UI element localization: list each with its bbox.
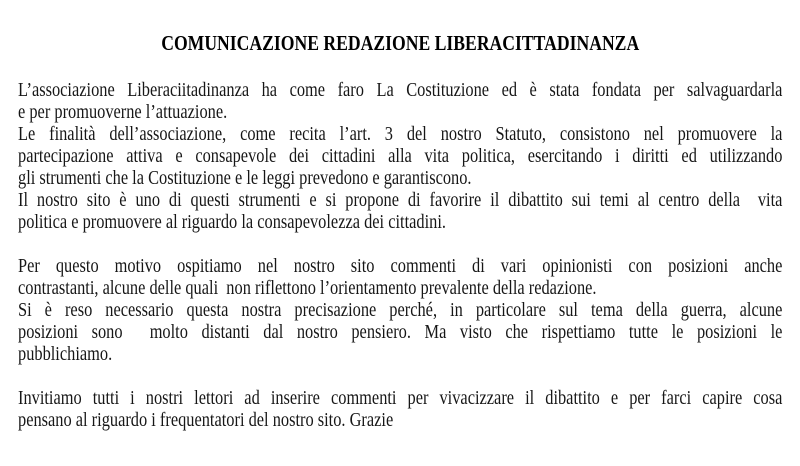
blank-line	[18, 234, 782, 256]
document-content	[18, 32, 782, 432]
text-line: Le finalità dell’associazione, come recita l’art. 3 del nostro Statuto, consistono nel promuovere la	[18, 124, 783, 145]
text-line: e per promuoverne l’attuazione.	[18, 102, 228, 123]
text-line: Il nostro sito è uno di questi strumenti e si propone di favorire il dibattito sui temi al centro della vita	[18, 190, 783, 211]
text-line: L’associazione Liberaciitadinanza ha come faro La Costituzione ed è stata fondata per salvaguardarla	[18, 80, 783, 101]
text-line: Invitiamo tutti i nostri lettori ad inserire commenti per vivacizzare il dibattito e per farci capire cosa	[18, 388, 783, 409]
text-line: Per questo motivo ospitiamo nel nostro sito commenti di vari opinionisti con posizioni anche	[18, 256, 783, 277]
text-line: Si è reso necessario questa nostra precisazione perché, in particolare sul tema della guerra, alcune	[18, 300, 783, 321]
text-line: pubblichiamo.	[18, 344, 113, 365]
document-body	[18, 80, 782, 432]
text-line: contrastanti, alcune delle quali non riflettono l’orientamento prevalente della redazione.	[18, 278, 597, 299]
blank-line	[18, 366, 782, 388]
document-title: COMUNICAZIONE REDAZIONE LIBERACITTADINANZA	[161, 31, 640, 55]
text-line: pensano al riguardo i frequentatori del nostro sito. Grazie	[18, 410, 394, 431]
text-line: politica e promuovere al riguardo la consapevolezza dei cittadini.	[18, 212, 446, 233]
text-line: gli strumenti che la Costituzione e le leggi prevedono e garantiscono.	[18, 168, 472, 189]
text-line: posizioni sono molto distanti dal nostro pensiero. Ma visto che rispettiamo tutte le posizioni le	[18, 322, 783, 343]
text-line: partecipazione attiva e consapevole dei cittadini alla vita politica, esercitando i diritti ed utilizzando	[18, 146, 783, 167]
